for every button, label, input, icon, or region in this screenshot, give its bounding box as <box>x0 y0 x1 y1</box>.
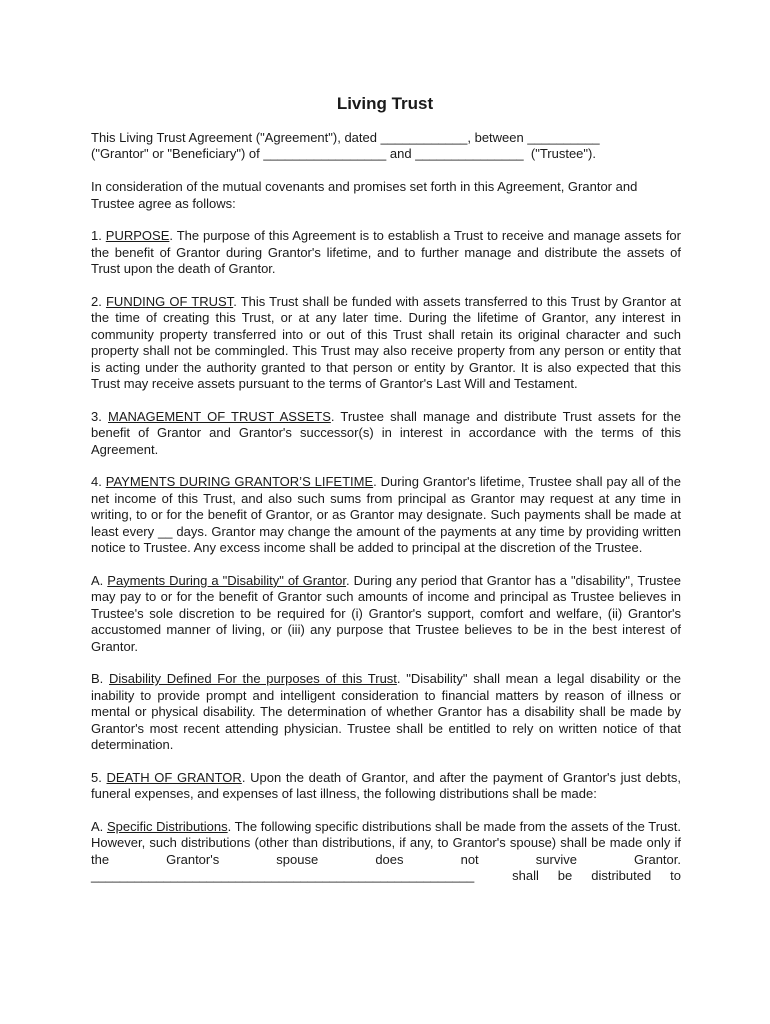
distribution-recipient-blank: _____________________________________________________ <box>91 868 475 884</box>
subsection-disability-defined <box>91 671 681 753</box>
section-payments-during-lifetime <box>91 474 681 556</box>
of-blank: _________________ <box>263 146 387 162</box>
document-title: Living Trust <box>336 94 434 113</box>
subsection-text: . During any period that Grantor has a "disability", Trustee may pay to or for the benefit of Grantor such amounts of income and principal as Trustee believes in Trustee's sole discretion to be required for (i) Grantor's support, comfort and welfare, (ii) Grantor's accustomed manner of living, or (iii) any purpose that Trustee believes to be in the best interest of Grantor. <box>91 572 681 654</box>
section-number: 5. <box>91 769 107 785</box>
and-blank: _______________ <box>415 146 524 162</box>
section-funding-of-trust <box>91 294 681 392</box>
section-text: . Upon the death of Grantor, and after the payment of Grantor's just debts, funeral expenses, and expenses of last illness, the following distributions shall be made: <box>91 769 681 802</box>
section-death-of-grantor <box>91 770 681 803</box>
subsection-payments-during-disability <box>91 573 681 655</box>
intro-line1-start: This Living Trust Agreement ("Agreement"), dated <box>91 130 381 145</box>
subsection-heading: Disability Defined For the purposes of this Trust <box>109 671 397 687</box>
subsection-letter: A. <box>91 818 107 834</box>
section-text: . This Trust shall be funded with assets transferred to this Trust by Grantor at the time of creating this Trust, or at any later time. During the lifetime of Grantor, any interest in community property transferred into or out of this Trust shall retain its original character and such property shall not be commingled. This Trust may also receive property from any person or entity that is acting under the authority granted to that person or entity by Grantor. It is also expected that this Trust may receive assets pursuant to the terms of Grantor's Last Will and Testament. <box>91 294 681 392</box>
section-text: . Trustee shall manage and distribute Trust assets for the benefit of Grantor and Grantor's successor(s) in interest in accordance with the terms of this Agreement. <box>91 408 681 457</box>
subsection-text: . The following specific distributions shall be made from the assets of the Trust. However, such distributions (other than distributions, if any, to Grantor's spouse) shall be made only if the Grantor's spouse does not survive Grantor. <box>91 818 681 867</box>
document-body <box>91 130 681 901</box>
intro-line2-start: ("Grantor" or "Beneficiary") of <box>91 146 264 162</box>
subsection-letter: A. <box>91 572 108 588</box>
section-text: . During Grantor's lifetime, Trustee shall pay all of the net income of this Trust, and also such sums from principal as Grantor may request at any time in writing, to or for the benefit of Grantor, or as Grantor may designate. Such payments shall be made at least every __ days. Grantor may change the amount of the payments at any time by providing written notice to Trustee. Any excess income shall be added to principal at the discretion of the Trustee. <box>91 474 681 556</box>
distribution-tail-text: shall be distributed to <box>474 868 681 884</box>
subsection-letter: B. <box>91 671 110 687</box>
intro-trustee-text: ("Trustee"). <box>523 146 596 162</box>
section-text: . The purpose of this Agreement is to establish a Trust to receive and manage assets for the benefit of Grantor during Grantor's lifetime, and to further manage and distribute the assets of Trust upon the death of Grantor. <box>91 228 681 277</box>
intro-paragraph <box>91 130 681 163</box>
section-heading: PAYMENTS DURING GRANTOR’S LIFETIME <box>105 474 374 490</box>
section-heading: DEATH OF GRANTOR <box>106 769 242 785</box>
section-number: 1. <box>91 228 106 244</box>
consideration-paragraph: In consideration of the mutual covenants and promises set forth in this Agreement, Grantor and Trustee agree as follows: <box>91 179 638 211</box>
subsection-text: . "Disability" shall mean a legal disability or the inability to provide prompt and intelligent consideration to financial matters by reason of illness or mental or physical disability. The determination of whether Grantor has a disability shall be made by Grantor's most recent attending physician. Trustee shall be entitled to rely on written notice of that determination. <box>91 671 681 752</box>
between-blank: __________ <box>527 130 600 145</box>
section-heading: MANAGEMENT OF TRUST ASSETS <box>108 408 331 424</box>
section-heading: FUNDING OF TRUST <box>105 294 234 310</box>
subsection-specific-distributions <box>91 819 681 885</box>
section-management-of-trust-assets <box>91 409 681 458</box>
dated-blank: ____________ <box>380 130 468 145</box>
subsection-heading: Payments During a "Disability" of Grantor <box>107 572 347 588</box>
subsection-heading: Specific Distributions <box>106 818 228 834</box>
section-purpose <box>91 228 681 277</box>
intro-line1-mid: , between <box>467 130 528 145</box>
intro-and-text: and <box>386 146 416 162</box>
section-number: 3. <box>91 408 108 424</box>
section-number: 2. <box>91 294 106 310</box>
section-number: 4. <box>91 474 106 490</box>
section-heading: PURPOSE <box>105 228 170 244</box>
